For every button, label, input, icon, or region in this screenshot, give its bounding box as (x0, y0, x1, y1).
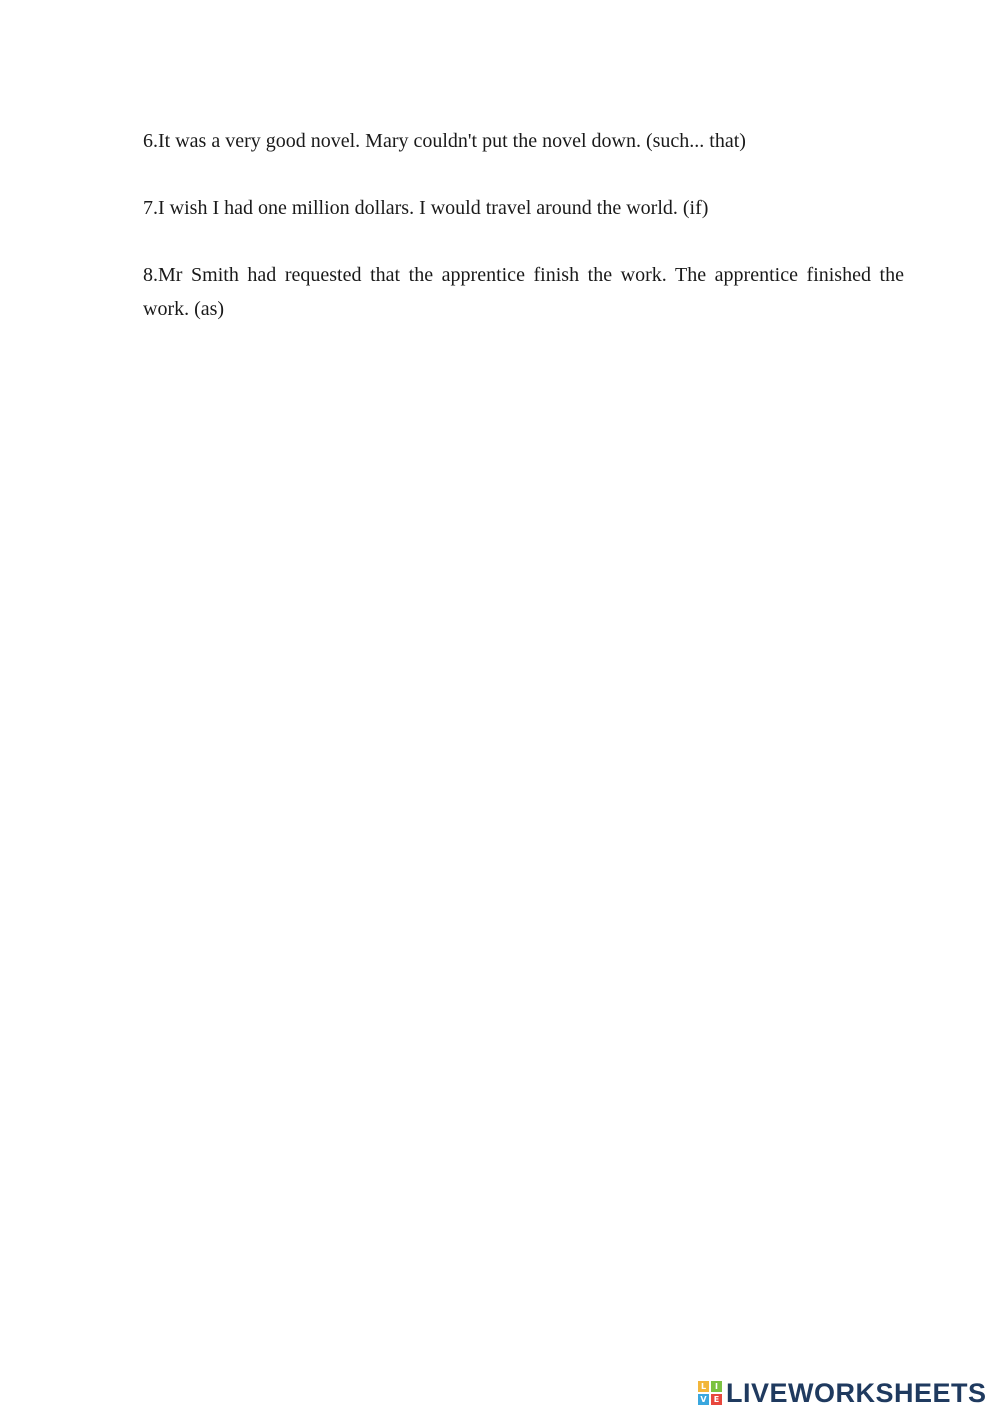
logo-mark-cell: E (711, 1394, 722, 1405)
logo-mark-cell: V (698, 1394, 709, 1405)
question-6: 6.It was a very good novel. Mary couldn't put the novel down. (such... that) (143, 130, 746, 152)
logo-mark-cell: I (711, 1381, 722, 1392)
logo-mark-cell: L (698, 1381, 709, 1392)
liveworksheets-logo (698, 1377, 987, 1409)
question-list (143, 124, 904, 359)
logo-text: LIVEWORKSHEETS (726, 1377, 987, 1408)
liveworksheets-logo-icon (698, 1381, 722, 1405)
question-7: 7.I wish I had one million dollars. I would travel around the world. (if) (143, 197, 709, 219)
question-8: 8.Mr Smith had requested that the apprentice finish the work. The apprentice finished the work. (as) (143, 264, 904, 320)
